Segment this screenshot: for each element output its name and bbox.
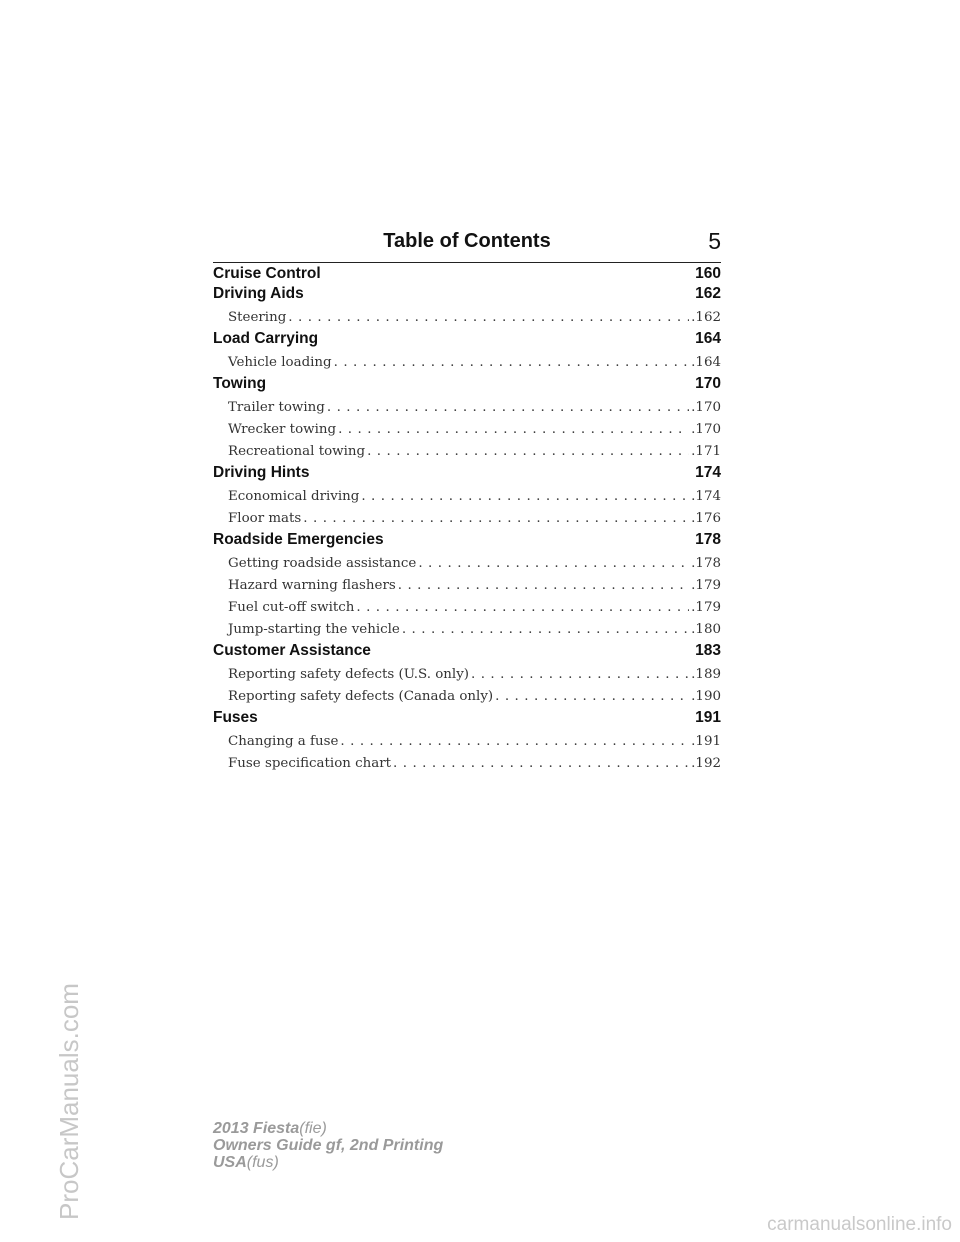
bottom-watermark: carmanualsonline.info (767, 1214, 952, 1235)
section-page: 170 (695, 375, 721, 392)
section-title: Cruise Control (213, 265, 321, 282)
toc-entry[interactable] (213, 619, 721, 641)
page-number: 5 (708, 228, 721, 254)
toc-entry-list (213, 664, 721, 708)
toc-entry[interactable] (213, 575, 721, 597)
dot-leader (367, 441, 689, 463)
entry-label: Economical driving (228, 489, 360, 504)
toc-entry[interactable] (213, 597, 721, 619)
toc-section (213, 530, 721, 641)
section-title: Customer Assistance (213, 642, 371, 659)
section-page: 178 (695, 531, 721, 548)
toc-section (213, 374, 721, 463)
toc-section-heading[interactable] (213, 463, 721, 483)
section-title: Fuses (213, 709, 258, 726)
side-watermark (14, 520, 84, 1240)
dot-leader (398, 575, 689, 597)
toc-entry-list (213, 397, 721, 463)
dot-leader (338, 419, 689, 441)
toc-entry[interactable] (213, 508, 721, 530)
entry-page: .179 (691, 578, 721, 593)
section-page: 160 (695, 265, 721, 282)
toc-section (213, 641, 721, 708)
dot-leader (495, 686, 689, 708)
dot-leader (303, 508, 689, 530)
entry-label: Vehicle loading (228, 355, 332, 370)
toc-entry-list (213, 486, 721, 530)
section-page: 164 (695, 330, 721, 347)
entry-label: Getting roadside assistance (228, 556, 417, 571)
entry-label: Floor mats (228, 511, 302, 526)
entry-page: .170 (691, 400, 721, 415)
toc-entry[interactable] (213, 307, 721, 329)
toc-entry[interactable] (213, 441, 721, 463)
entry-page: .176 (691, 511, 721, 526)
footer-market: USA (213, 1154, 247, 1171)
toc-entry-list (213, 352, 721, 374)
entry-page: .192 (691, 756, 721, 771)
dot-leader (356, 597, 689, 619)
section-page: 174 (695, 464, 721, 481)
entry-page: .189 (691, 667, 721, 682)
dot-leader (288, 307, 689, 329)
toc-entry[interactable] (213, 352, 721, 374)
dot-leader (471, 664, 689, 686)
toc-entry-list (213, 307, 721, 329)
entry-page: .164 (691, 355, 721, 370)
toc-entry[interactable] (213, 753, 721, 775)
footer-market-code: (fus) (246, 1154, 279, 1171)
entry-label: Steering (228, 310, 287, 325)
section-title: Towing (213, 375, 267, 392)
toc-section (213, 264, 721, 284)
entry-label: Fuel cut-off switch (228, 600, 355, 615)
section-title: Roadside Emergencies (213, 531, 384, 548)
section-page: 162 (695, 285, 721, 302)
toc-entry[interactable] (213, 731, 721, 753)
entry-page: .180 (691, 622, 721, 637)
footer-model-code: (fie) (299, 1120, 327, 1137)
dot-leader (402, 619, 689, 641)
entry-label: Recreational towing (228, 444, 366, 459)
entry-page: .174 (691, 489, 721, 504)
toc-section-heading[interactable] (213, 641, 721, 661)
table-of-contents (213, 264, 721, 775)
toc-entry-list (213, 731, 721, 775)
dot-leader (334, 352, 690, 374)
entry-label: Fuse specification chart (228, 756, 392, 771)
dot-leader (327, 397, 689, 419)
footer-model: 2013 Fiesta (213, 1120, 300, 1137)
section-title: Driving Aids (213, 285, 304, 302)
toc-entry[interactable] (213, 686, 721, 708)
entry-page: .162 (691, 310, 721, 325)
section-title: Driving Hints (213, 464, 310, 481)
entry-page: .190 (691, 689, 721, 704)
toc-entry[interactable] (213, 664, 721, 686)
toc-section-heading[interactable] (213, 329, 721, 349)
toc-section-heading[interactable] (213, 264, 721, 284)
toc-section-heading[interactable] (213, 708, 721, 728)
dot-leader (418, 553, 689, 575)
entry-page: .178 (691, 556, 721, 571)
toc-entry[interactable] (213, 397, 721, 419)
entry-page: .170 (691, 422, 721, 437)
entry-label: Jump-starting the vehicle (228, 622, 400, 637)
toc-section (213, 284, 721, 329)
dot-leader (340, 731, 689, 753)
entry-page: .179 (691, 600, 721, 615)
toc-section (213, 463, 721, 530)
page-footer (213, 1120, 443, 1171)
dot-leader (393, 753, 689, 775)
toc-entry[interactable] (213, 553, 721, 575)
entry-label: Reporting safety defects (Canada only) (228, 689, 494, 704)
toc-section-heading[interactable] (213, 530, 721, 550)
toc-section-heading[interactable] (213, 284, 721, 304)
entry-label: Changing a fuse (228, 734, 339, 749)
entry-label: Reporting safety defects (U.S. only) (228, 667, 469, 682)
entry-page: .171 (691, 444, 721, 459)
side-watermark-text: ProCarManuals.com (54, 983, 84, 1220)
entry-label: Trailer towing (228, 400, 325, 415)
entry-label: Hazard warning flashers (228, 578, 396, 593)
dot-leader (361, 486, 689, 508)
toc-section (213, 329, 721, 374)
page-header (213, 228, 721, 263)
section-page: 191 (695, 709, 721, 726)
toc-section (213, 708, 721, 775)
toc-section-heading[interactable] (213, 374, 721, 394)
toc-entry[interactable] (213, 486, 721, 508)
section-title: Load Carrying (213, 330, 319, 347)
section-page: 183 (695, 642, 721, 659)
toc-entry[interactable] (213, 419, 721, 441)
page-title: Table of Contents (383, 230, 551, 252)
entry-page: .191 (691, 734, 721, 749)
entry-label: Wrecker towing (228, 422, 337, 437)
footer-guide: Owners Guide gf, 2nd Printing (213, 1137, 444, 1154)
toc-entry-list (213, 553, 721, 641)
